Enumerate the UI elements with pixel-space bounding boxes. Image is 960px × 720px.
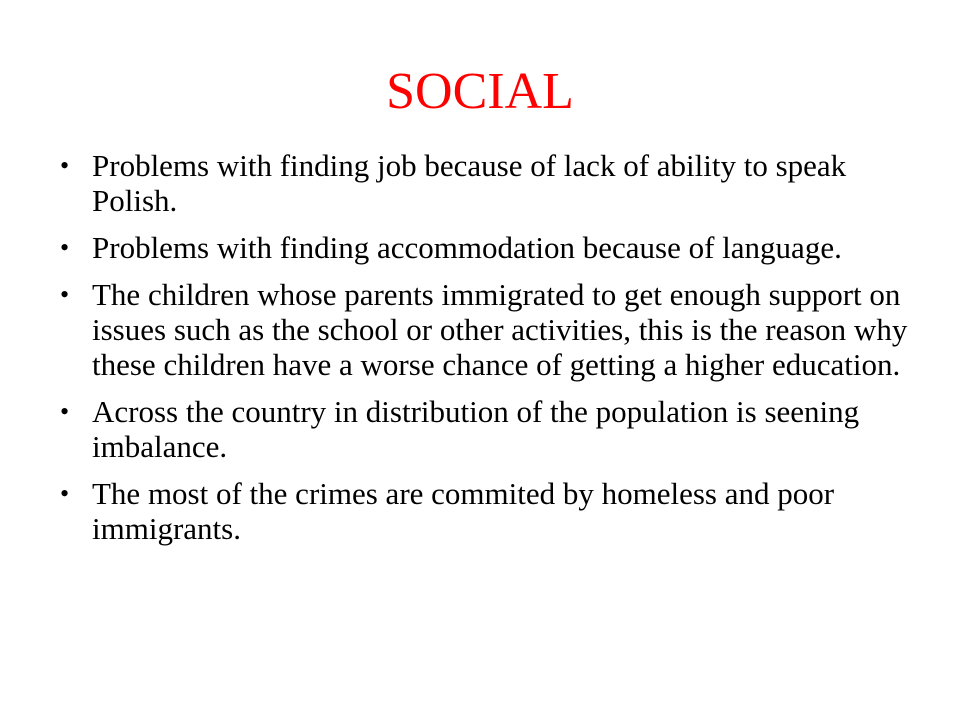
bullet-item [56, 277, 916, 382]
bullet-text: The most of the crimes are commited by homeless and poor immigrants. [92, 476, 835, 546]
bullet-point-icon: • [60, 280, 70, 309]
bullet-point-icon: • [60, 233, 70, 262]
bullet-text: Problems with finding accommodation because of language. [92, 230, 842, 265]
bullet-item [56, 230, 916, 265]
bullet-list [56, 148, 916, 558]
slide-title: SOCIAL [386, 63, 574, 120]
bullet-item [56, 476, 916, 546]
bullet-text: Across the country in distribution of the population is seening imbalance. [92, 394, 860, 464]
bullet-item [56, 148, 916, 218]
bullet-point-icon: • [60, 479, 70, 508]
bullet-point-icon: • [60, 397, 70, 426]
bullet-text: Problems with finding job because of lack of ability to speak Polish. [92, 148, 847, 218]
bullet-point-icon: • [60, 151, 70, 180]
bullet-item [56, 394, 916, 464]
bullet-text: The children whose parents immigrated to get enough support on issues such as the school or other activities, this is the reason why these children have a worse chance of getting a higher education. [92, 277, 908, 382]
